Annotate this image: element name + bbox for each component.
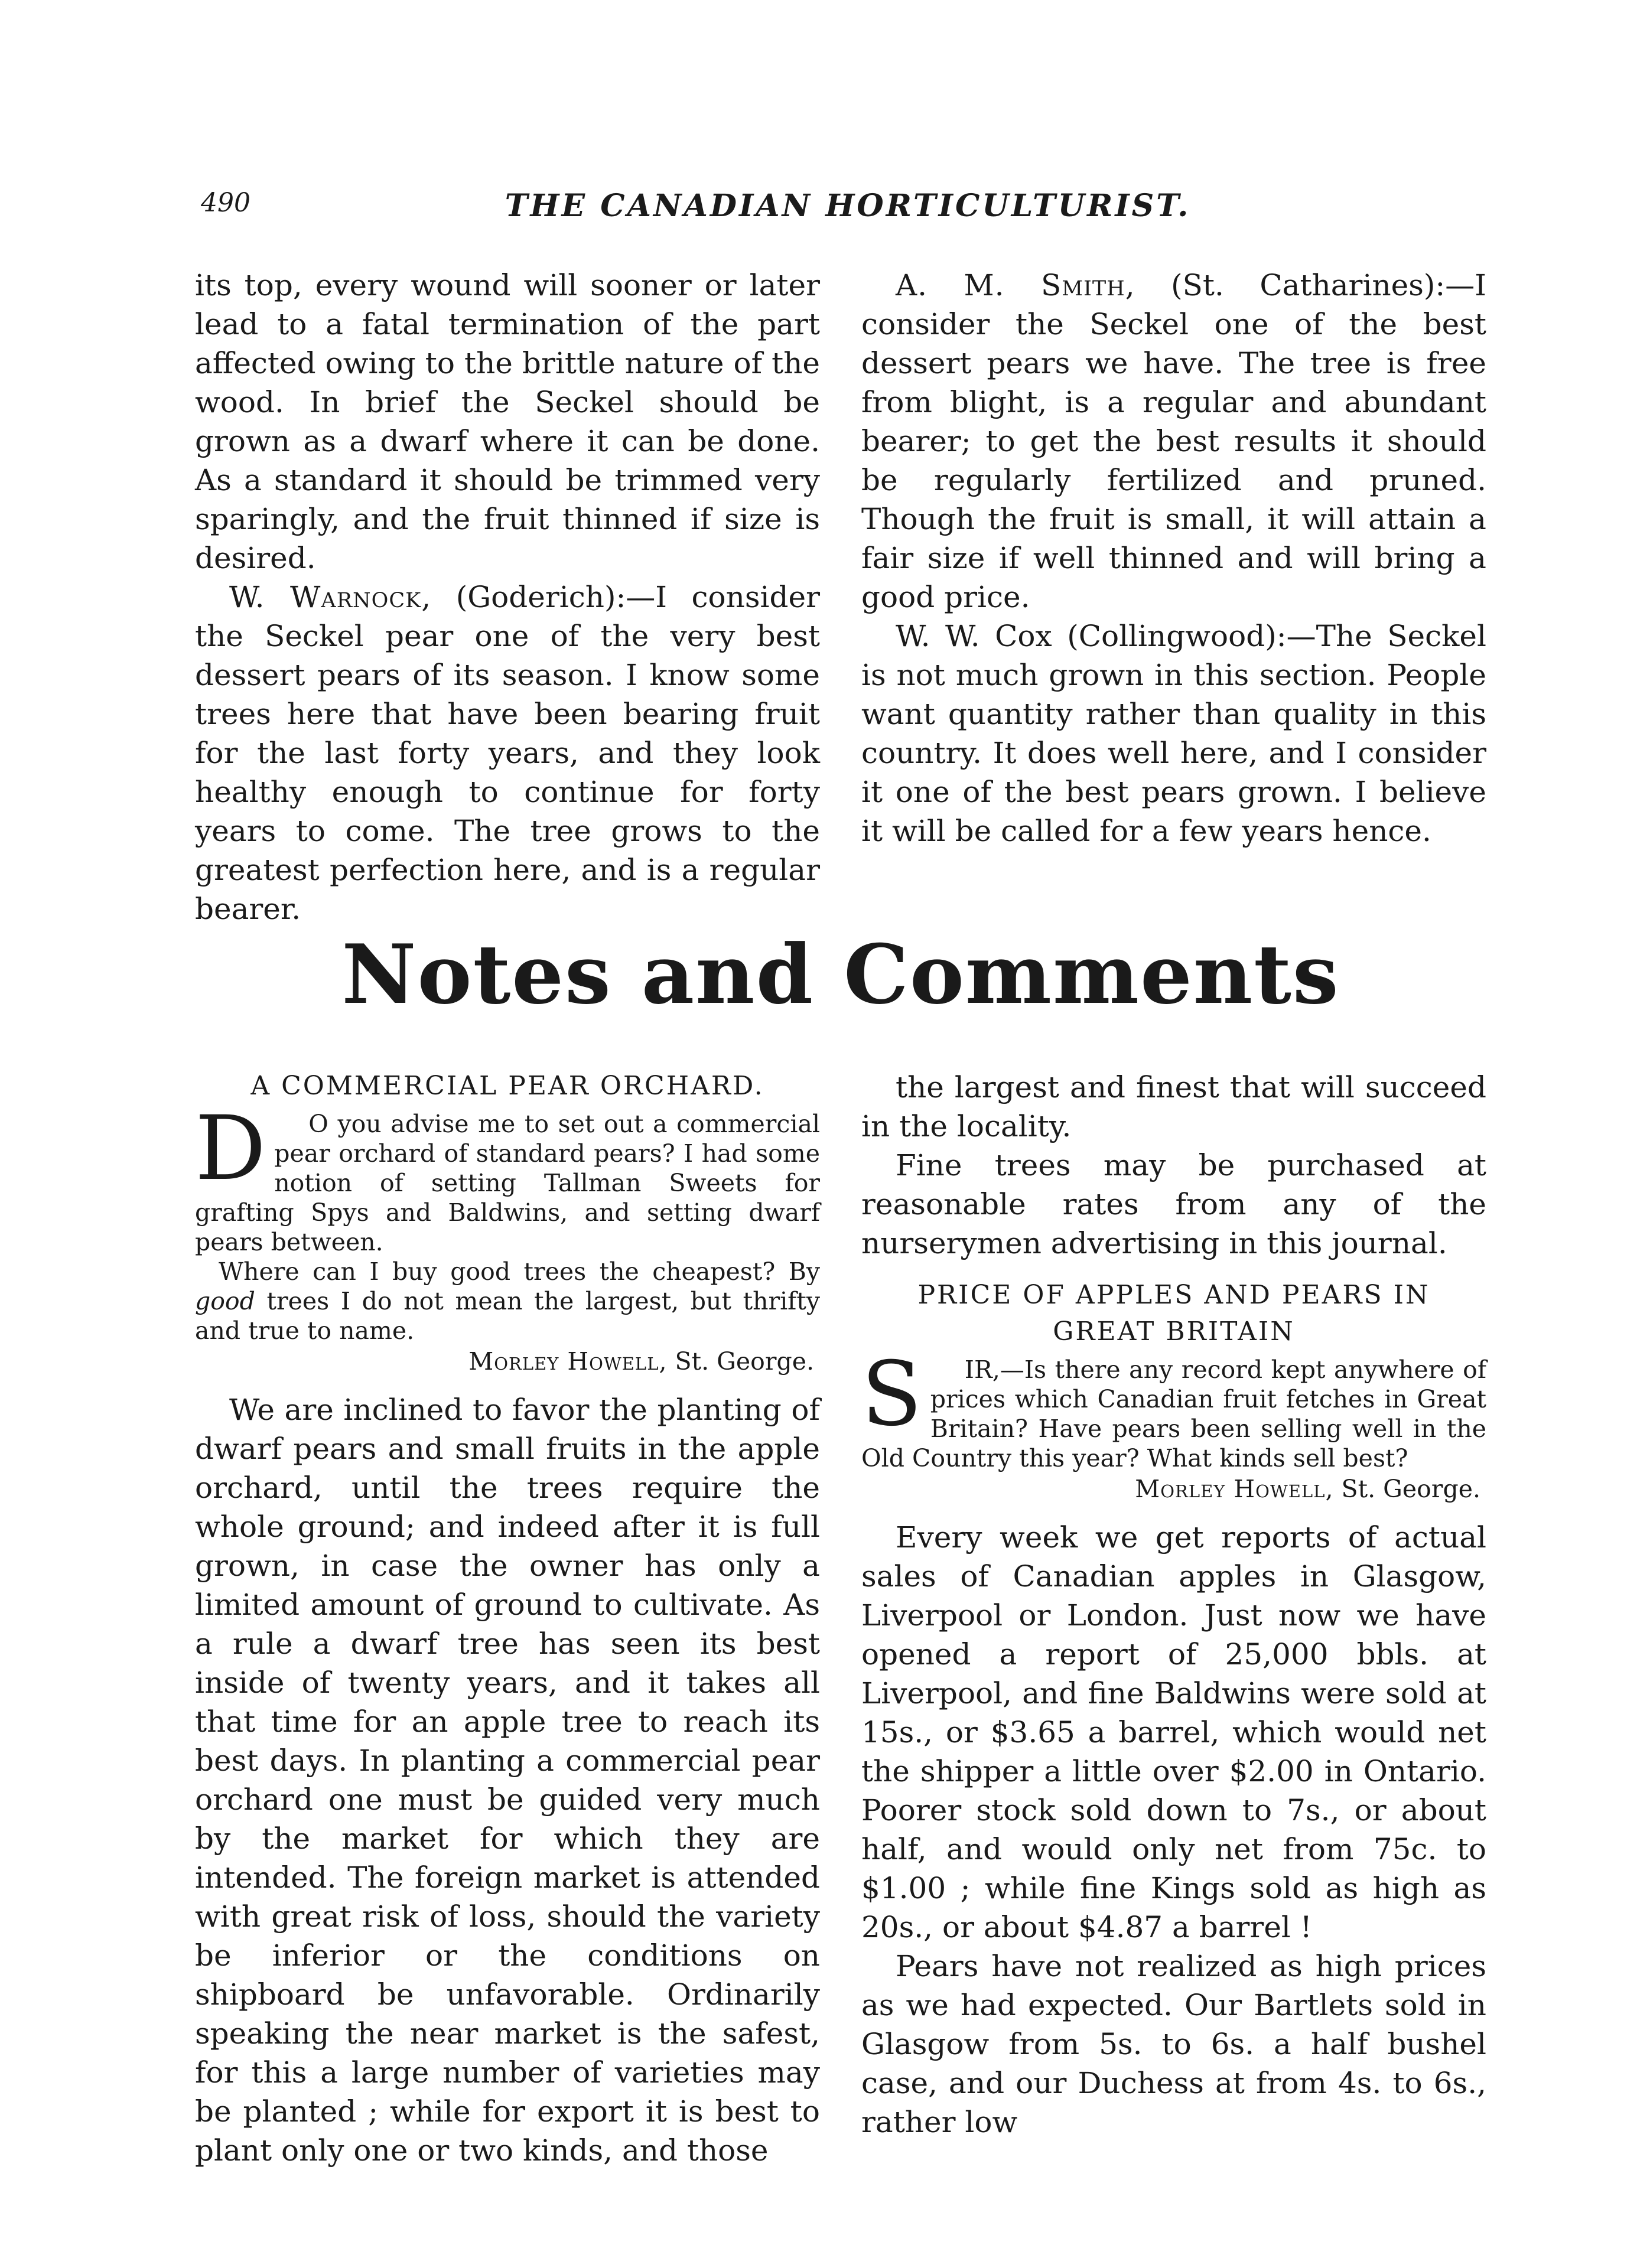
correspondent-name: A. M. Smith, bbox=[896, 268, 1135, 302]
paragraph: its top, every wound will sooner or later lead to a fatal termination of the part affected owing to the brittle nature of the wood. In brief the Seckel should be grown as a dwarf where it can be done. As a standard it should be trimmed very sparingly, and the fruit thinned if size is desired. bbox=[195, 268, 820, 575]
correspondent-name: W. W. Cox bbox=[896, 619, 1052, 653]
paragraph bbox=[861, 617, 1486, 850]
article-title: A COMMERCIAL PEAR ORCHARD. bbox=[250, 1071, 764, 1101]
signature-name: Morley Howell, bbox=[1135, 1475, 1334, 1503]
bottom-left-column bbox=[195, 1068, 820, 2170]
editorial-reply-continued bbox=[861, 1068, 1486, 1263]
bottom-right-column bbox=[861, 1068, 1486, 2142]
letter-signature bbox=[195, 1345, 814, 1377]
paragraph: Every week we get reports of actual sales of Canadian apples in Glasgow, Liverpool or London. Just now we have opened a report of 25,000 bbls. at Liverpool, and fine Baldwins were sold at 15s., or $3.65 a barrel, which would net the shipper a little over $2.00 in Ontario. Poorer stock sold down to 7s., or about half, and would only net from 75c. to $1.00 ; while fine Kings sold as high as 20s., or about $4.87 a barrel ! bbox=[861, 1520, 1486, 1944]
top-left-column bbox=[195, 266, 820, 928]
correspondent-name: W. Warnock, bbox=[229, 580, 432, 614]
paragraph: the largest and finest that will succeed in the locality. bbox=[861, 1070, 1486, 1143]
paragraph bbox=[195, 578, 820, 928]
article-title: PRICE OF APPLES AND PEARS IN GREAT BRITAIN bbox=[917, 1280, 1430, 1347]
page-header bbox=[201, 188, 1495, 229]
reader-letter bbox=[195, 1097, 820, 1345]
letter-text: Where can I buy good trees the cheapest? By bbox=[219, 1257, 820, 1286]
page-number: 490 bbox=[201, 188, 250, 218]
signature-place: St. George. bbox=[667, 1347, 814, 1376]
paragraph: Pears have not realized as high prices as we had expected. Our Bartlets sold in Glasgow from 5s. to 6s. a half bushel case, and our Duchess at from 4s. to 6s., rather low bbox=[861, 1949, 1486, 2139]
letter-paragraph: O you advise me to set out a commercial pear orchard of standard pears? I had some notion of setting Tallman Sweets for grafting Spys and Baldwins, and setting dwarf pears between. bbox=[195, 1110, 820, 1256]
reader-letter bbox=[861, 1343, 1486, 1473]
signature-place: St. George. bbox=[1333, 1475, 1480, 1503]
section-title: Notes and Comments bbox=[341, 926, 1340, 1022]
drop-cap: S bbox=[861, 1343, 922, 1446]
editorial-reply bbox=[861, 1518, 1486, 2142]
paragraph-text: (St. Catharines):—I consider the Seckel one of the best dessert pears we have. The tree is free from blight, is a regular and abundant bearer; to get the best results it should be regularly fertilized and pruned. Though the fruit is small, it will attain a fair size if well thinned and will bring a good price. bbox=[861, 268, 1486, 614]
paragraph-text: (Collingwood):—The Seckel is not much grown in this section. People want quantity rather than quality in this country. It does well here, and I consider it one of the best pears grown. I believe it will be called for a few years hence. bbox=[861, 619, 1486, 848]
signature-name: Morley Howell, bbox=[468, 1347, 668, 1376]
letter-paragraph bbox=[195, 1257, 820, 1345]
paragraph: We are inclined to favor the planting of dwarf pears and small fruits in the apple orchard, until the trees require the whole ground; and indeed after it is full grown, in case the owner has only a limited amount of ground to cultivate. As a rule a dwarf tree has seen its best inside of twenty years, and it takes all that time for an apple tree to reach its best days. In planting a commercial pear orchard one must be guided very much by the market for which they are intended. The foreign market is attended with great risk of loss, should the variety be inferior or the conditions on shipboard be unfavorable. Ordinarily speaking the near market is the safest, for this a large number of varieties may be planted ; while for export it is best to plant only one or two kinds, and those bbox=[195, 1393, 820, 2168]
top-right-column bbox=[861, 266, 1486, 850]
drop-cap: D bbox=[195, 1097, 266, 1200]
letter-paragraph: IR,—Is there any record kept anywhere of prices which Canadian fruit fetches in Great Britain? Have pears been selling well in the Old Country this year? What kinds sell best? bbox=[861, 1355, 1486, 1472]
paragraph-text: (Goderich):—I consider the Seckel pear one of the very best dessert pears of its season. I know some trees here that have been bearing fruit for the last forty years, and they look healthy enough to continue for forty years to come. The tree grows to the greatest perfection here, and is a regular bearer. bbox=[195, 580, 820, 926]
running-title: THE CANADIAN HORTICULTURIST. bbox=[505, 188, 1191, 224]
letter-signature bbox=[861, 1473, 1480, 1505]
editorial-reply bbox=[195, 1390, 820, 2170]
letter-emphasis: good bbox=[195, 1287, 255, 1315]
letter-text: trees I do not mean the largest, but thrifty and true to name. bbox=[195, 1287, 820, 1345]
paragraph: Fine trees may be purchased at reasonable rates from any of the nurserymen advertising in this journal. bbox=[861, 1148, 1486, 1260]
paragraph bbox=[861, 266, 1486, 617]
